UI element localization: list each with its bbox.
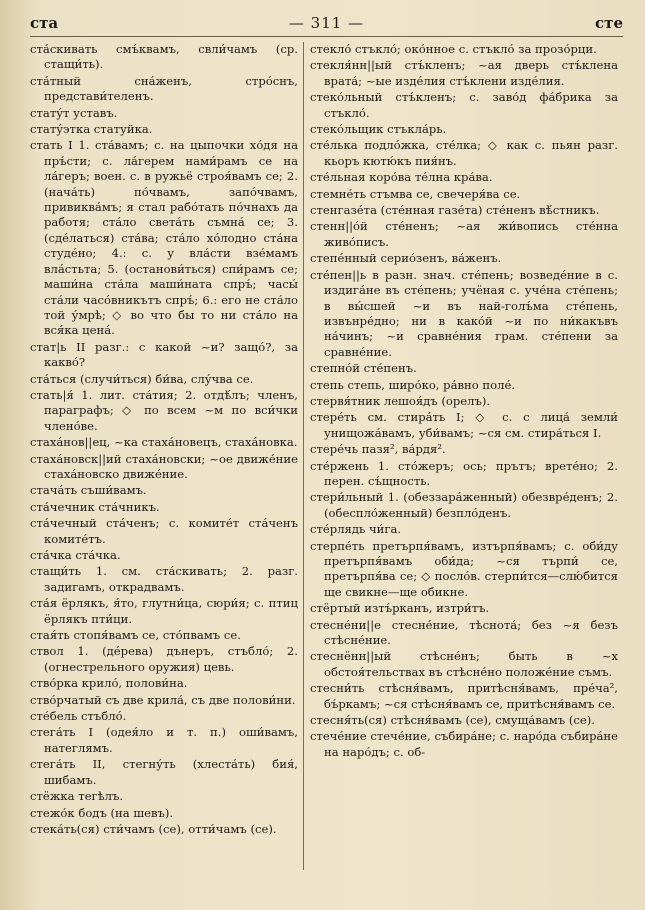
dictionary-entry: стенгазе́та (сте́нная газе́та) сте́ненъ вѣ́стникъ. xyxy=(310,203,600,218)
dictionary-entry: стача́ть съши́вамъ. xyxy=(30,483,147,498)
dictionary-entry: стёртый изтъ́рканъ, изтри́тъ. xyxy=(310,601,490,616)
dictionary-entry: стега́ть II, стегну́ть (хлеста́ть) бия́, шибамъ. xyxy=(30,757,298,787)
page-number: — 311 — xyxy=(288,14,365,32)
dictionary-entry: стере́чь пазя², ва́рдя². xyxy=(310,442,446,457)
dictionary-entry: стерпе́ть претърпя́вамъ, изтърпя́вамъ; с. оби́ду претърпя́вамъ оби́да; ~ся търпи́ се, претърпя́ва се; ◇ посло́в. стерпи́тся—слю́бится ще свикне—ще обикне. xyxy=(310,538,618,599)
dictionary-entry: степно́й сте́пенъ. xyxy=(310,361,417,376)
dictionary-entry: стеко́льный стъ́кленъ; с. заво́д фа́брика за стъкло́. xyxy=(310,90,618,120)
dictionary-entry: стёжка тегѣлъ. xyxy=(30,789,124,804)
dictionary-entry: стервя́тник лешоя́дъ (орелъ). xyxy=(310,393,491,408)
dictionary-entry: стере́ть см. стира́ть I; ◇ с. с лица́ земли́ унищожа́вамъ, уби́вамъ; ~ся см. стира́ться I. xyxy=(310,410,618,440)
dictionary-entry: стери́льный 1. (обеззара́женный) обезвре́денъ; 2. (обеспло́женный) безпло́денъ. xyxy=(310,490,618,520)
dictionary-entry: степе́нный серио́зенъ, ва́женъ. xyxy=(310,251,502,266)
dictionary-entry: сте́ржень 1. сто́жеръ; ось; прътъ; врете́но; 2. перен. съ́щность. xyxy=(310,458,618,488)
dictionary-entry: стату́т уставъ. xyxy=(30,105,118,120)
dictionary-entry: стату́этка статуйка. xyxy=(30,122,153,137)
dictionary-entry: ста́ться (случи́ться) би́ва, слу́чва се. xyxy=(30,371,254,386)
right-column xyxy=(310,42,618,896)
dictionary-entry: стать|я́ 1. лит. ста́тия; 2. отдѣ́лъ; членъ, параграфъ; ◇ по всем ~м по вси́чки члено́ве. xyxy=(30,387,298,433)
dictionary-entry: ста́я ёрлякъ, я́то, глутни́ца, сюри́я; с. птиц ёрлякъ пти́ци. xyxy=(30,596,298,626)
dictionary-entry: ста́тный сна́женъ, стро́снъ, представи́теленъ. xyxy=(30,73,298,104)
page-header xyxy=(30,14,623,34)
column-divider xyxy=(303,42,304,870)
dictionary-entry: стекля́нн||ый стъ́кленъ; ~ая дверь стъ́клена врата́; ~ые изде́лия стъ́клени изде́лия. xyxy=(310,58,618,88)
left-column xyxy=(30,42,298,896)
dictionary-entry: стащи́ть 1. см. ста́скивать; 2. разг. задигамъ, открадвамъ. xyxy=(30,564,298,594)
header-right-guideword: сте xyxy=(595,14,623,32)
dictionary-entry: ста́чечник ста́чникъ. xyxy=(30,499,160,514)
dictionary-entry: стая́ть стопя́вамъ се, сто́пвамъ се. xyxy=(30,628,241,643)
dictionary-entry: стенн||о́й сте́ненъ; ~ая жи́вопись сте́нна живо́писъ. xyxy=(310,219,618,249)
dictionary-entry: сте́пен||ь в разн. знач. сте́пень; возведе́ние в с. издига́не въ сте́пень; учёная с. уче́на сте́пень; в вы́сшей ~и въ най-голъ́ма сте́пень, извънре́дно; ни в како́й ~и по ни́какъвъ на́чинъ; ~и сравне́ния грам. сте́пени за сравне́ние. xyxy=(310,267,618,359)
dictionary-entry: ство́рчатый съ две крила́, съ две полови́ни. xyxy=(30,692,296,707)
dictionary-entry: ста́чечный ста́ченъ; с. комите́т ста́ченъ комите́тъ. xyxy=(30,516,298,546)
dictionary-entry: ста́чка ста́чка. xyxy=(30,548,121,562)
dictionary-entry: сте́лька подло́жка, сте́лка; ◇ как с. пьян разг. кьоръ кютю́къ пия́нъ. xyxy=(310,138,618,168)
dictionary-entry: ство́рка крило́, полови́на. xyxy=(30,676,188,691)
dictionary-entry: стать I 1. ста́вамъ; с. на цыпочки хо́дя на пръ́сти; с. ла́герем нами́рамъ се на ла́геръ; воен. с. в ружьё строя́вамъ се; 2. (нача́ть) по́чвамъ, запо́чвамъ, привиква́мъ; я стал рабо́тать по́чнахъ да работя; ста́ло света́ть съмна́ се; 3. (сде́латься) ста́ва; ста́ло хо́лодно ста́на студе́но; 4.: с. у вла́сти взе́мамъ вла́стьта; 5. (останови́ться) спи́рамъ се; маши́на ста́ла маши́ната спръ́; часы́ ста́ли часо́вникътъ спръ́; 6.: его не ста́ло той у́мрѣ; ◇ во что бы то ни ста́ло на вся́ка цена́. xyxy=(30,138,298,338)
dictionary-entry: ста́скивать смъ́квамъ, свли́чамъ (ср. стащи́ть). xyxy=(30,42,298,72)
dictionary-entry: стеко́льщик стъкла́рь. xyxy=(310,122,447,137)
dictionary-entry: стат|ь II разг.: с какой ~и? защо́?, за какво́? xyxy=(30,339,298,370)
header-rule xyxy=(30,36,623,37)
dictionary-entry: стежо́к бодъ (на шевъ). xyxy=(30,805,174,820)
dictionary-entry: сте́рлядь чи́га. xyxy=(310,522,402,537)
dictionary-entry: стесни́ть стѣсня́вамъ, притѣсня́вамъ, пре́ча², бъ́ркамъ; ~ся стѣсня́вамъ се, притѣсня́вамъ се. xyxy=(310,681,618,711)
dictionary-entry: сте́бель стъбло́. xyxy=(30,709,127,724)
dictionary-entry: стека́ть(ся) сти́чамъ (се), отти́чамъ (се). xyxy=(30,821,277,836)
dictionary-entry: стеснённ||ый стѣсне́нъ; быть в ~х обстоя́тельствах въ стѣсне́но положе́ние съмъ. xyxy=(310,649,618,679)
header-left-guideword: ста xyxy=(30,14,59,32)
dictionary-entry: степь степь, широ́ко, ра́вно поле́. xyxy=(310,377,516,392)
dictionary-entry: стаха́нов||ец, ~ка стаха́новецъ, стаха́новка. xyxy=(30,435,298,450)
dictionary-entry: стекло́ стъкло́; око́нное с. стъкло́ за прозо́рци. xyxy=(310,42,597,56)
dictionary-entry: стече́ние стече́ние, събира́не; с. наро́да събира́не на наро́дъ; с. об- xyxy=(310,729,618,759)
dictionary-entry: стаха́новск||ий стаха́новски; ~ое движе́ние стаха́новско движе́ние. xyxy=(30,451,298,481)
dictionary-entry: стега́ть I (одея́ло и т. п.) оши́вамъ, натеглямъ. xyxy=(30,725,298,755)
dictionary-entry: стемне́ть стъмва се, свечеря́ва се. xyxy=(310,186,521,201)
dictionary-entry: ствол 1. (де́рева) дънеръ, стъбло́; 2. (огнестрельного оружия) цевь. xyxy=(30,644,298,674)
dictionary-entry: сте́льная коро́ва те́лна кра́ва. xyxy=(310,170,493,185)
dictionary-entry: стесне́ни||е стесне́ние, тѣснота́; без ~я безъ стѣсне́ние. xyxy=(310,617,618,648)
dictionary-entry: стесня́ть(ся) стѣсня́вамъ (се), смуща́вамъ (се). xyxy=(310,713,595,728)
